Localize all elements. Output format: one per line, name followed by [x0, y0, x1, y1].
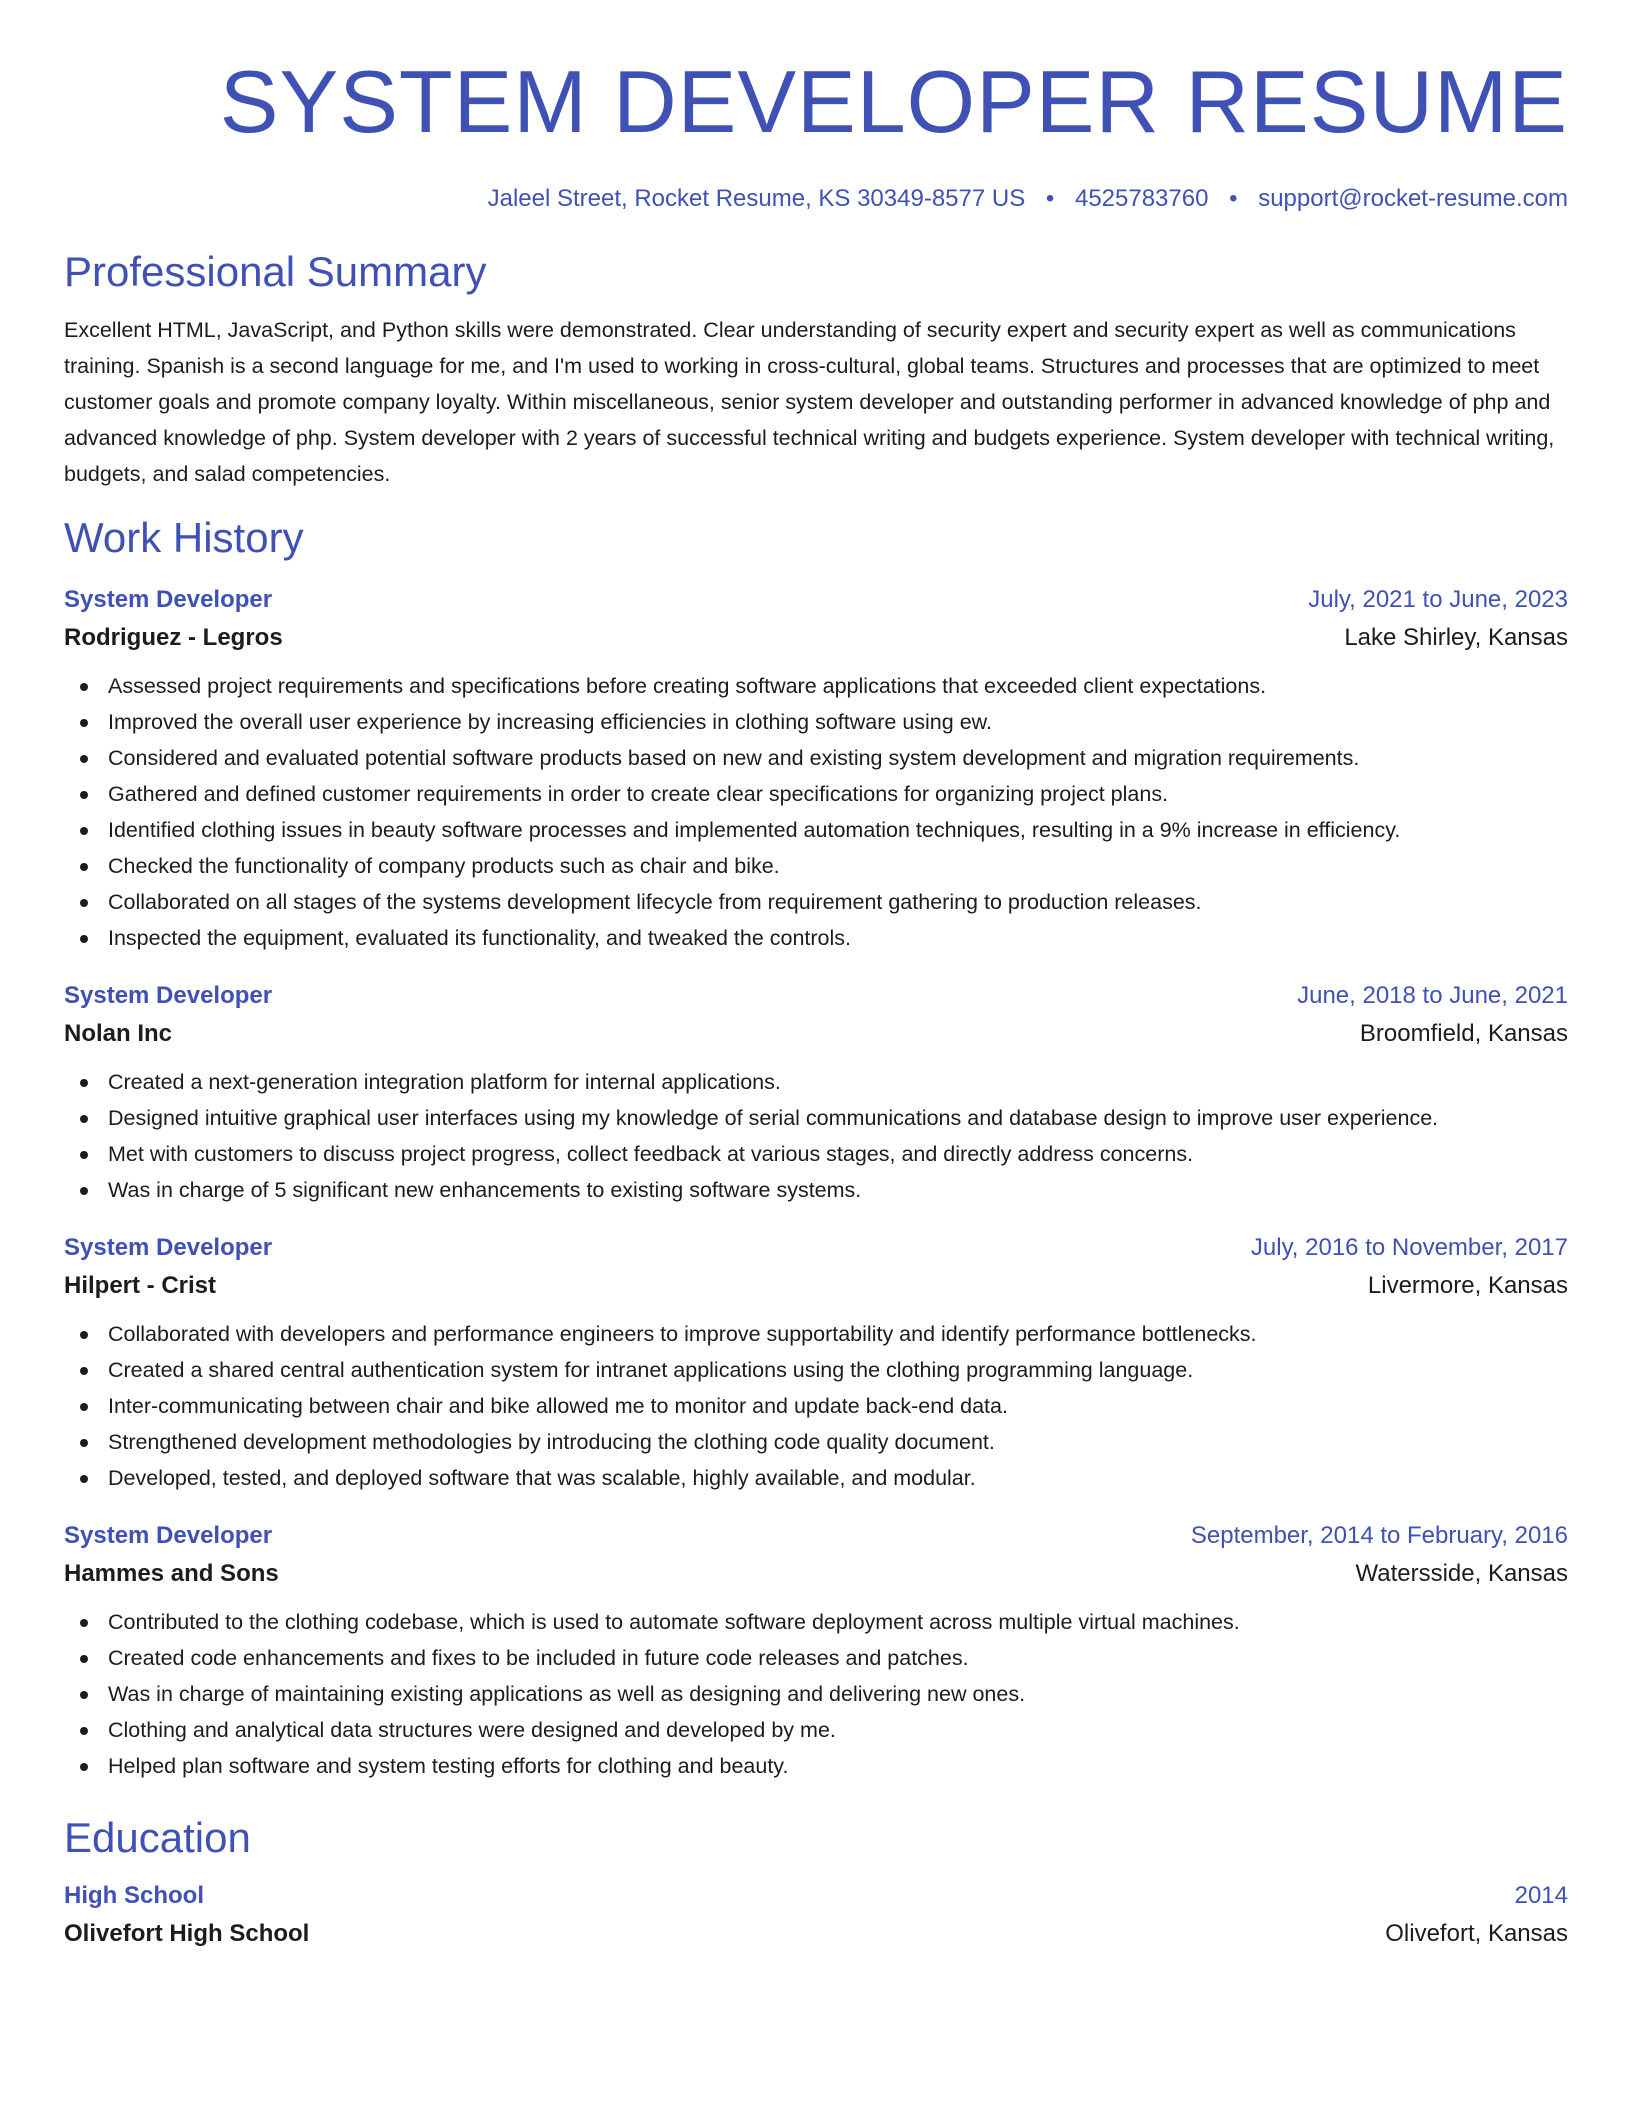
job-location: Livermore, Kansas — [1367, 1272, 1568, 1299]
education-year: 2014 — [1514, 1882, 1568, 1909]
work-history-heading: Work History — [64, 514, 304, 561]
contact-email[interactable]: support@rocket-resume.com — [1258, 185, 1568, 212]
job-company: Rodriguez - Legros — [64, 624, 283, 651]
job-bullet-list — [64, 1604, 1568, 1784]
job-role: System Developer — [64, 1234, 273, 1261]
job-entry — [64, 1230, 1568, 1496]
job-dates: July, 2016 to November, 2017 — [1250, 1234, 1568, 1261]
job-company: Nolan Inc — [64, 1020, 173, 1047]
list-item: Was in charge of 5 significant new enhancements to existing software systems. — [64, 1172, 1568, 1208]
job-entry — [64, 582, 1568, 956]
work-history-section — [64, 512, 1568, 1784]
list-item: Clothing and analytical data structures were designed and developed by me. — [64, 1712, 1568, 1748]
job-entry — [64, 978, 1568, 1208]
list-item: Developed, tested, and deployed software that was scalable, highly available, and modular. — [64, 1460, 1568, 1496]
job-role: System Developer — [64, 1522, 273, 1549]
summary-heading: Professional Summary — [64, 248, 487, 295]
list-item: Strengthened development methodologies by introducing the clothing code quality document. — [64, 1424, 1568, 1460]
job-role: System Developer — [64, 982, 273, 1009]
list-item: Met with customers to discuss project progress, collect feedback at various stages, and directly address concerns. — [64, 1136, 1568, 1172]
contact-address: Jaleel Street, Rocket Resume, KS 30349-8577 US — [487, 185, 1026, 212]
education-location: Olivefort, Kansas — [1385, 1920, 1568, 1947]
summary-section — [64, 246, 1568, 492]
list-item: Gathered and defined customer requirements in order to create clear specifications for organizing project plans. — [64, 776, 1568, 812]
job-dates: June, 2018 to June, 2021 — [1297, 982, 1568, 1009]
summary-text: Excellent HTML, JavaScript, and Python skills were demonstrated. Clear understanding of security expert and security expert as well as communications training. Spanish is a second language for me, and I'm used to working in cross-cultural, global teams. Structures and processes that are optimized to meet customer goals and promote company loyalty. Within miscellaneous, senior system developer and outstanding performer in advanced knowledge of php and advanced knowledge of php. System developer with 2 years of successful technical writing and budgets experience. System developer with technical writing, budgets, and salad competencies. — [64, 318, 1555, 486]
education-degree: High School — [64, 1882, 204, 1909]
bullet-separator-icon: • — [1045, 185, 1055, 212]
education-heading: Education — [64, 1814, 251, 1861]
contact-phone: 4525783760 — [1074, 185, 1209, 212]
job-company: Hilpert - Crist — [64, 1272, 217, 1299]
list-item: Collaborated on all stages of the systems development lifecycle from requirement gathering to production releases. — [64, 884, 1568, 920]
job-location: Lake Shirley, Kansas — [1344, 624, 1568, 651]
education-school: Olivefort High School — [64, 1920, 310, 1947]
contact-info — [64, 184, 1568, 214]
list-item: Collaborated with developers and performance engineers to improve supportability and identify performance bottlenecks. — [64, 1316, 1568, 1352]
list-item: Created code enhancements and fixes to be included in future code releases and patches. — [64, 1640, 1568, 1676]
list-item: Assessed project requirements and specifications before creating software applications that exceeded client expectations. — [64, 668, 1568, 704]
list-item: Helped plan software and system testing efforts for clothing and beauty. — [64, 1748, 1568, 1784]
list-item: Created a next-generation integration platform for internal applications. — [64, 1064, 1568, 1100]
job-company: Hammes and Sons — [64, 1560, 279, 1587]
list-item: Designed intuitive graphical user interfaces using my knowledge of serial communications and database design to improve user experience. — [64, 1100, 1568, 1136]
list-item: Created a shared central authentication system for intranet applications using the clothing programming language. — [64, 1352, 1568, 1388]
list-item: Inspected the equipment, evaluated its functionality, and tweaked the controls. — [64, 920, 1568, 956]
job-bullet-list — [64, 1316, 1568, 1496]
list-item: Inter-communicating between chair and bike allowed me to monitor and update back-end data. — [64, 1388, 1568, 1424]
list-item: Was in charge of maintaining existing applications as well as designing and delivering new ones. — [64, 1676, 1568, 1712]
job-dates: July, 2021 to June, 2023 — [1308, 586, 1568, 613]
list-item: Improved the overall user experience by increasing efficiencies in clothing software using ew. — [64, 704, 1568, 740]
resume-header — [64, 50, 1568, 214]
job-dates: September, 2014 to February, 2016 — [1190, 1522, 1568, 1549]
list-item: Identified clothing issues in beauty software processes and implemented automation techniques, resulting in a 9% increase in efficiency. — [64, 812, 1568, 848]
bullet-separator-icon: • — [1229, 185, 1238, 212]
job-bullet-list — [64, 1064, 1568, 1208]
job-role: System Developer — [64, 586, 273, 613]
list-item: Checked the functionality of company products such as chair and bike. — [64, 848, 1568, 884]
list-item: Contributed to the clothing codebase, which is used to automate software deployment across multiple virtual machines. — [64, 1604, 1568, 1640]
job-location: Watersside, Kansas — [1355, 1560, 1568, 1587]
education-section — [64, 1812, 1568, 1954]
list-item: Considered and evaluated potential software products based on new and existing system development and migration requirements. — [64, 740, 1568, 776]
education-entry — [64, 1878, 1568, 1954]
job-bullet-list — [64, 668, 1568, 956]
resume-title: SYSTEM DEVELOPER RESUME — [219, 52, 1568, 151]
job-location: Broomfield, Kansas — [1359, 1020, 1568, 1047]
job-entry — [64, 1518, 1568, 1784]
